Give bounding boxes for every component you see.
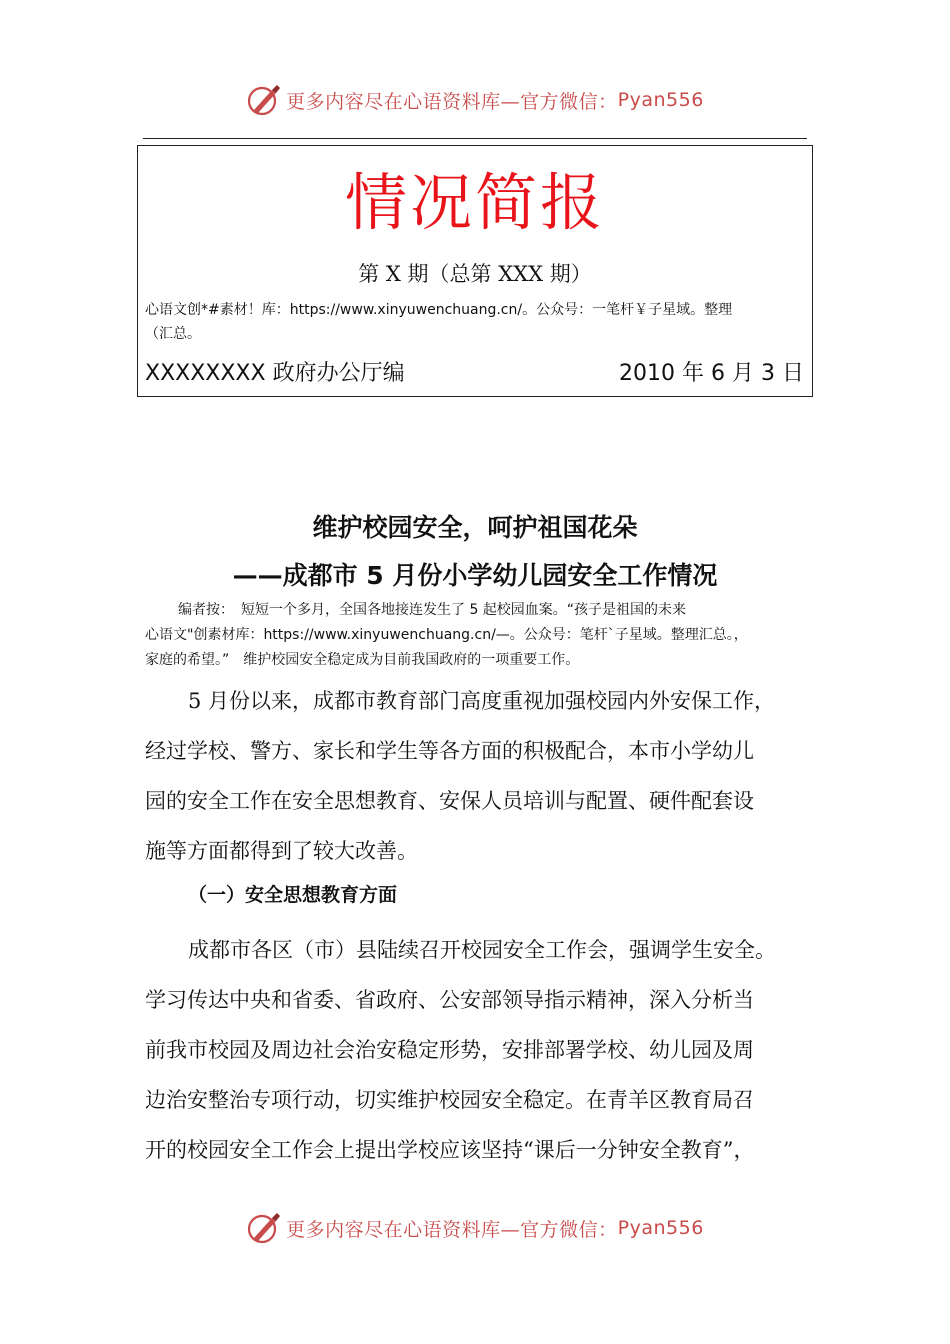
banner-text: 更多内容尽在心语资料库—官方微信：	[286, 1218, 618, 1241]
paragraph-line: 边治安整治专项行动，切实维护校园安全稳定。在青羊区教育局召	[145, 1088, 754, 1112]
article-subtitle: ——成都市 5 月份小学幼儿园安全工作情况	[232, 561, 718, 590]
paragraph-line: 成都市各区（市）县陆续召开校园安全工作会，强调学生安全。	[188, 938, 776, 962]
paragraph-line: 园的安全工作在安全思想教育、安保人员培训与配置、硬件配套设	[145, 789, 754, 813]
header-note	[145, 298, 809, 346]
paragraph-line: 开的校园安全工作会上提出学校应该坚持“课后一分钟安全教育”，	[145, 1138, 755, 1162]
header-rule	[143, 138, 807, 139]
editor-note	[145, 598, 815, 673]
editor-note-line: 编者按： 短短一个多月，全国各地接连发生了 5 起校园血案。“孩子是祖国的未来	[178, 602, 687, 618]
editor-note-line: 心语文"创素材库：https://www.xinyuwenchuang.cn/—。公众号：笔杆`子星域。整理汇总。，	[145, 627, 748, 643]
pen-logo-icon	[246, 82, 282, 118]
editing-organization: XXXXXXXX 政府办公厅编	[145, 361, 405, 386]
paragraph-line: 5 月份以来，成都市教育部门高度重视加强校园内外安保工作，	[188, 689, 776, 713]
body-paragraph-1	[145, 676, 825, 876]
banner-wechat-id: Pyan556	[617, 89, 704, 111]
paragraph-line: 施等方面都得到了较大改善。	[145, 839, 418, 863]
editor-note-line: 家庭的希望。” 维护校园安全稳定成为目前我国政府的一项重要工作。	[145, 652, 580, 668]
paragraph-line: 经过学校、警方、家长和学生等各方面的积极配合，本市小学幼儿	[145, 739, 754, 763]
header-note-line: （汇总。	[145, 326, 201, 342]
banner-text: 更多内容尽在心语资料库—官方微信：	[286, 90, 618, 113]
issue-date: 2010 年 6 月 3 日	[619, 361, 804, 386]
article-title: 维护校园安全，呵护祖国花朵	[312, 513, 638, 542]
banner-wechat-id: Pyan556	[617, 1217, 704, 1239]
paragraph-line: 前我市校园及周边社会治安稳定形势，安排部署学校、幼儿园及周	[145, 1038, 754, 1062]
pen-logo-icon	[246, 1210, 282, 1246]
watermark-banner-top	[0, 80, 950, 120]
briefing-header-box	[137, 145, 813, 397]
body-paragraph-2	[145, 925, 825, 1175]
briefing-title: 情况简报	[344, 166, 605, 239]
header-note-line: 心语文创*#素材！库：https://www.xinyuwenchuang.cn/。公众号：一笔杆￥子星域。整理	[145, 302, 733, 318]
section-heading-1: （一）安全思想教育方面	[188, 884, 398, 906]
paragraph-line: 学习传达中央和省委、省政府、公安部领导指示精神，深入分析当	[145, 988, 754, 1012]
watermark-banner-bottom	[0, 1208, 950, 1248]
issue-number: 第 X 期（总第 XXX 期）	[358, 262, 592, 286]
